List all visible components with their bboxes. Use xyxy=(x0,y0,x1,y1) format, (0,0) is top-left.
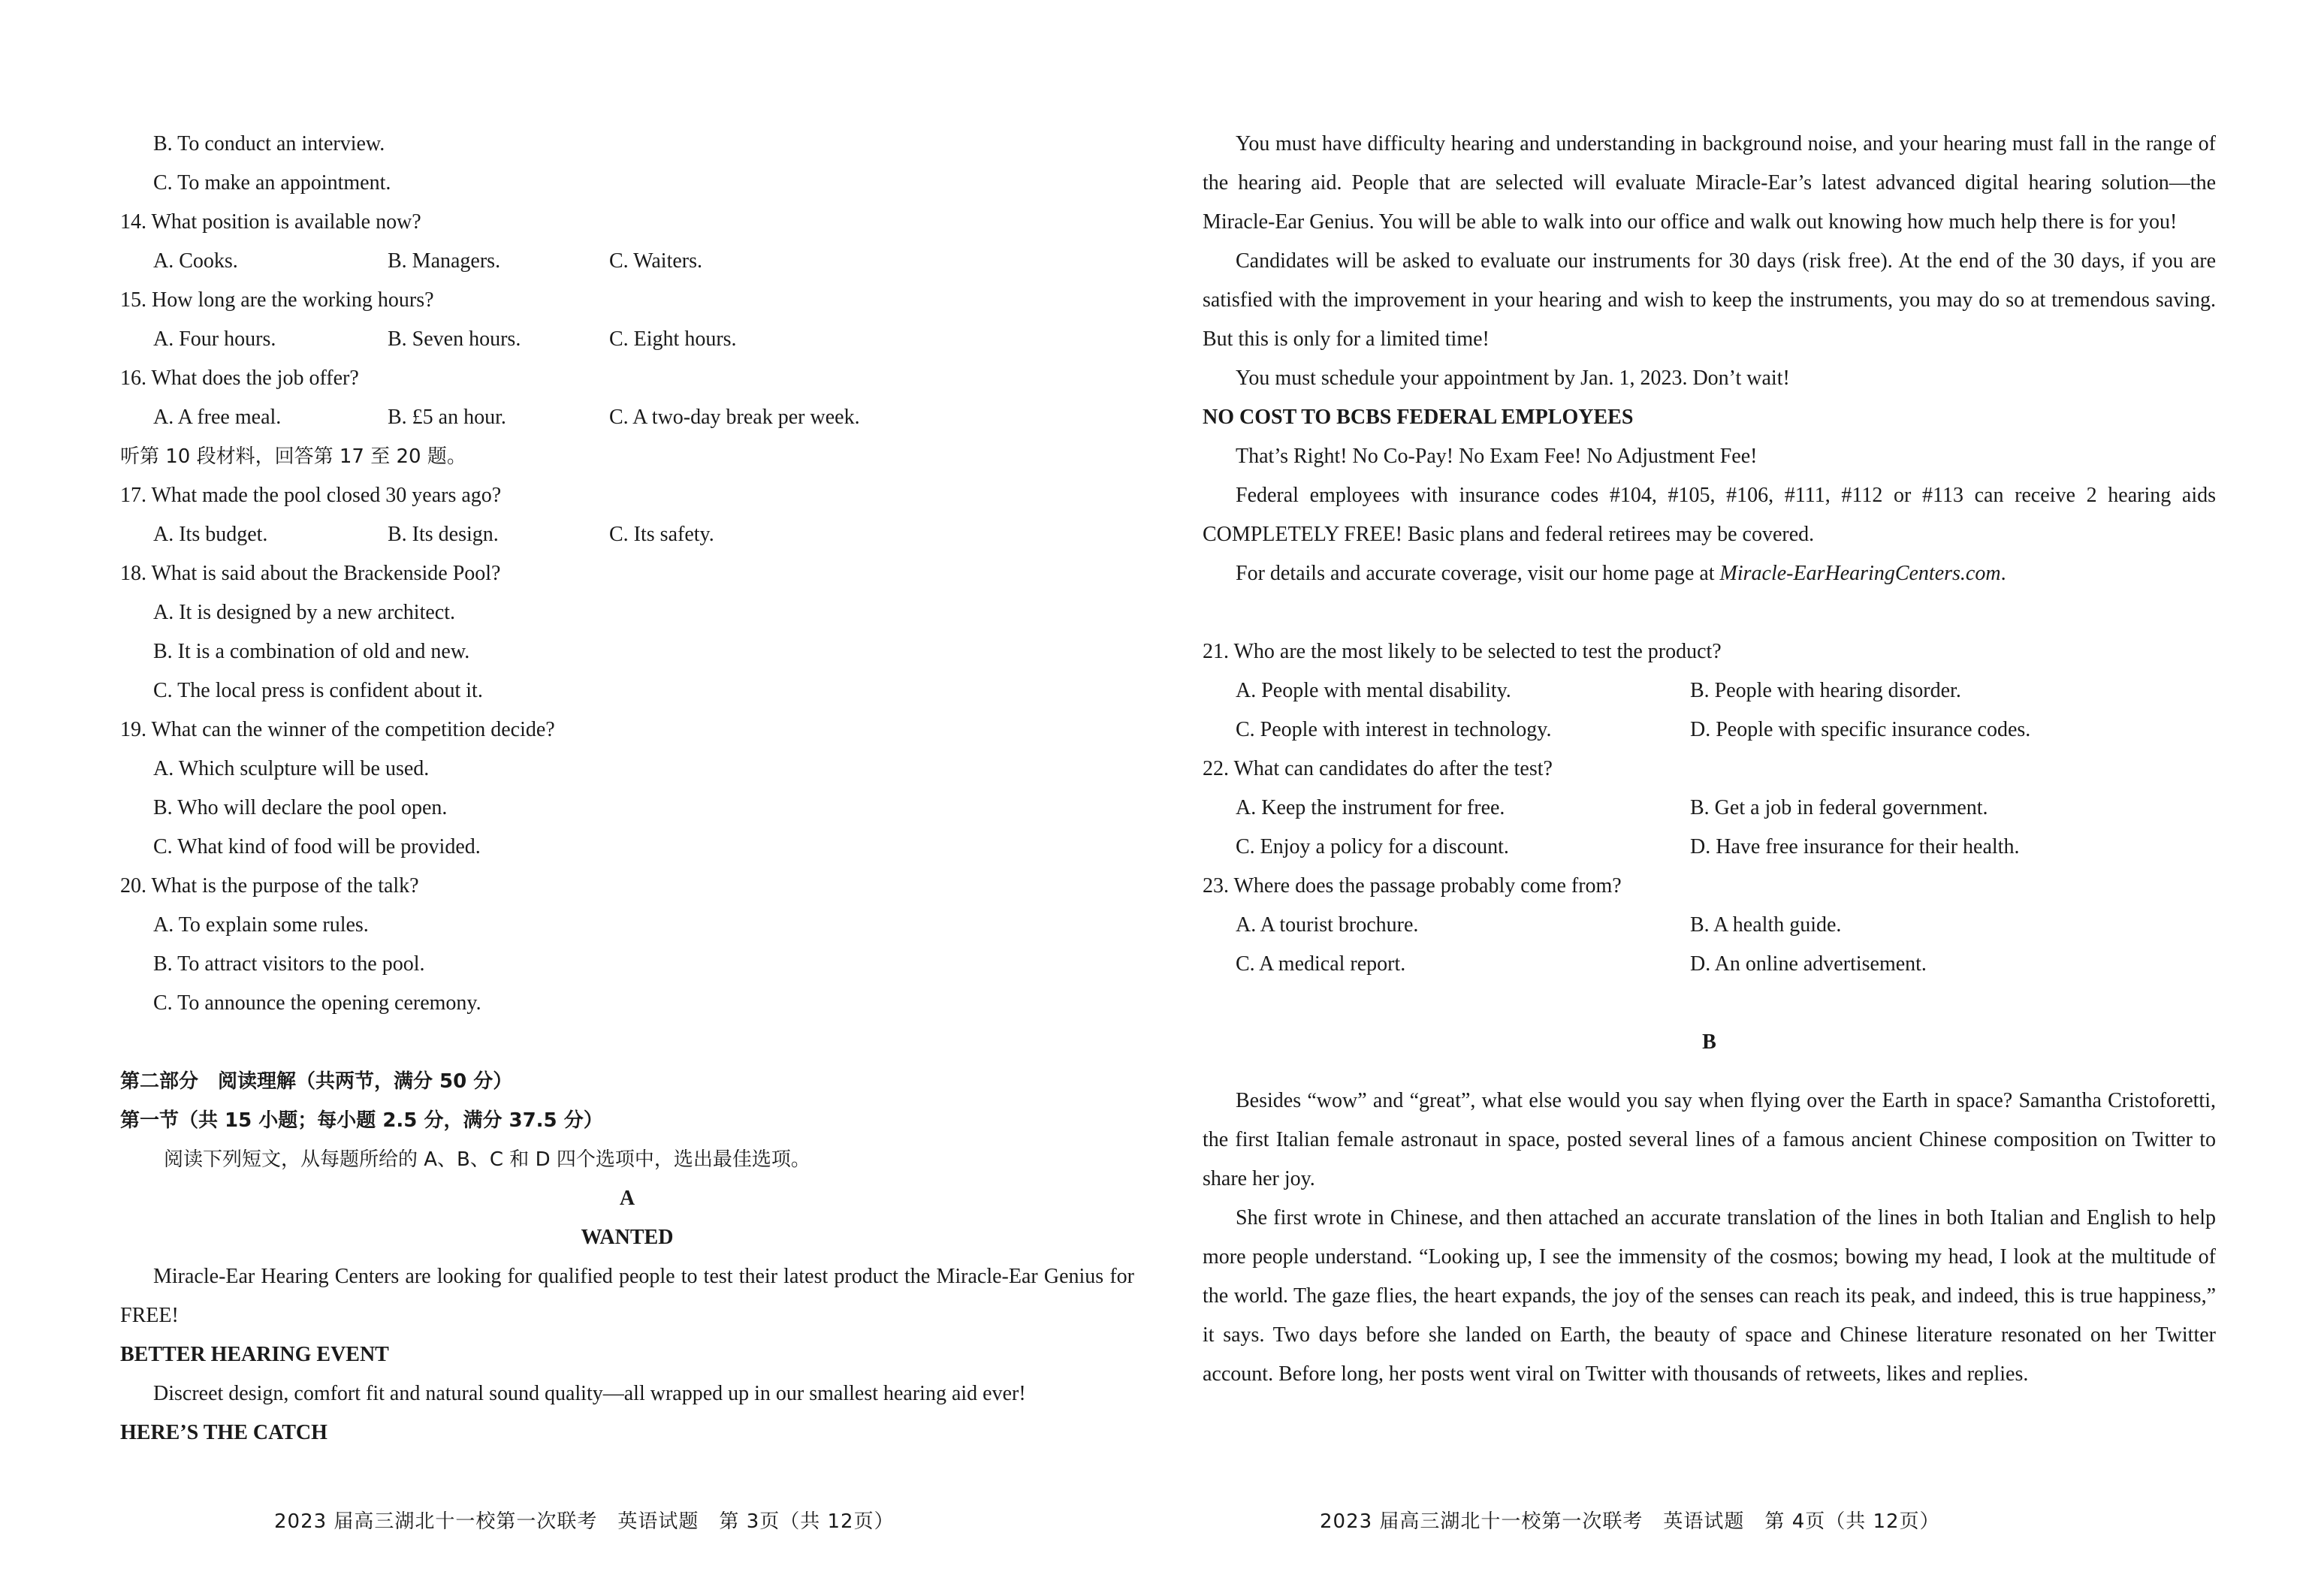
q19-option-c: C. What kind of food will be provided. xyxy=(153,835,481,858)
q23-question: 23. Where does the passage probably come from? xyxy=(1203,874,1622,898)
q22-option-b: B. Get a job in federal government. xyxy=(1690,796,1988,819)
q16-option-c: C. A two-day break per week. xyxy=(609,406,860,429)
q19-option-b: B. Who will declare the pool open. xyxy=(153,796,448,819)
q22-question: 22. What can candidates do after the test? xyxy=(1203,757,1553,780)
q22-option-a: A. Keep the instrument for free. xyxy=(1236,796,1505,819)
q20-option-c: C. To announce the opening ceremony. xyxy=(153,991,481,1015)
q16-question: 16. What does the job offer? xyxy=(120,367,359,390)
q21-question: 21. Who are the most likely to be selected to test the product? xyxy=(1203,640,1722,663)
catch-heading: HERE’S THE CATCH xyxy=(120,1421,327,1444)
q17-options xyxy=(120,515,1134,554)
q14-option-a: A. Cooks. xyxy=(153,249,238,273)
q18-option-c: C. The local press is confident about it. xyxy=(153,679,483,702)
q14-options xyxy=(120,242,1134,281)
section1-title: 第一节（共 15 小题；每小题 2.5 分，满分 37.5 分） xyxy=(120,1109,603,1132)
footer-page-3: 2023 届高三湖北十一校第一次联考 英语试题 第 3页（共 12页） xyxy=(274,1510,895,1533)
wanted-paragraph: Miracle-Ear Hearing Centers are looking for qualified people to test their latest product the Miracle-Ear Genius for FREE! xyxy=(120,1265,1134,1327)
q15-option-c: C. Eight hours. xyxy=(609,327,737,351)
reading-instruction: 阅读下列短文，从每题所给的 A、B、C 和 D 四个选项中，选出最佳选项。 xyxy=(164,1148,810,1171)
part2-title: 第二部分 阅读理解（共两节，满分 50 分） xyxy=(120,1070,513,1093)
q20-question: 20. What is the purpose of the talk? xyxy=(120,874,419,898)
q23-options-row2 xyxy=(1203,945,2216,984)
q21-option-d: D. People with specific insurance codes. xyxy=(1690,718,2031,741)
passage-b-paragraph-1: Besides “wow” and “great”, what else would you say when flying over the Earth in space? Samantha Cristoforetti, the first Italian female astronaut in space, posted several lines of a famous ancient Chinese composition on Twitter to share her joy. xyxy=(1203,1089,2216,1190)
q17-option-a: A. Its budget. xyxy=(153,523,268,546)
q19-question: 19. What can the winner of the competition decide? xyxy=(120,718,555,741)
q21-option-c: C. People with interest in technology. xyxy=(1236,718,1552,741)
right-page xyxy=(1203,125,2216,1394)
q13-option-c: C. To make an appointment. xyxy=(153,171,391,195)
q23-option-c: C. A medical report. xyxy=(1236,952,1406,976)
q22-options-row1 xyxy=(1203,789,2216,828)
section10-intro: 听第 10 段材料，回答第 17 至 20 题。 xyxy=(120,445,466,468)
q15-options xyxy=(120,320,1134,359)
q18-question: 18. What is said about the Brackenside Pool? xyxy=(120,562,501,585)
schedule-paragraph: You must schedule your appointment by Jan. 1, 2023. Don’t wait! xyxy=(1236,367,1790,390)
q20-option-a: A. To explain some rules. xyxy=(153,913,369,937)
no-cost-heading: NO COST TO BCBS FEDERAL EMPLOYEES xyxy=(1203,406,1634,429)
details-period: . xyxy=(2000,562,2006,585)
q18-option-b: B. It is a combination of old and new. xyxy=(153,640,470,663)
q17-question: 17. What made the pool closed 30 years ago? xyxy=(120,484,502,507)
q14-option-c: C. Waiters. xyxy=(609,249,702,273)
website-link: Miracle-EarHearingCenters.com xyxy=(1719,562,2001,585)
q17-option-b: B. Its design. xyxy=(388,523,499,546)
left-page xyxy=(120,125,1134,1453)
q22-options-row2 xyxy=(1203,828,2216,867)
q22-option-c: C. Enjoy a policy for a discount. xyxy=(1236,835,1509,858)
q22-option-d: D. Have free insurance for their health. xyxy=(1690,835,2020,858)
evaluation-paragraph: Candidates will be asked to evaluate our instruments for 30 days (risk free). At the end of the 30 days, if you are satisfied with the improvement in your hearing and wish to keep the instruments, you may do so at tremendous saving. But this is only for a limited time! xyxy=(1203,249,2216,351)
passage-b-label: B xyxy=(1702,1030,1716,1054)
details-text: For details and accurate coverage, visit our home page at xyxy=(1236,562,1720,585)
q14-question: 14. What position is available now? xyxy=(120,210,421,234)
q23-options-row1 xyxy=(1203,906,2216,945)
discreet-paragraph: Discreet design, comfort fit and natural sound quality—all wrapped up in our smallest hearing aid ever! xyxy=(153,1382,1026,1405)
q15-option-b: B. Seven hours. xyxy=(388,327,521,351)
q15-option-a: A. Four hours. xyxy=(153,327,276,351)
q16-option-b: B. £5 an hour. xyxy=(388,406,506,429)
better-hearing-heading: BETTER HEARING EVENT xyxy=(120,1343,389,1366)
passage-b-paragraph-2: She first wrote in Chinese, and then attached an accurate translation of the lines in both Italian and English to help more people understand. “Looking up, I see the immensity of the cosmos; bowing my head, I look at the multitude of the world. The gaze flies, the heart expands, the joy of the senses can reach its peak, and indeed, this is true happiness,” it says. Two days before she landed on Earth, the beauty of space and Chinese literature resonated on her Twitter account. Before long, her posts went viral on Twitter with thousands of retweets, likes and replies. xyxy=(1203,1206,2216,1386)
q23-option-b: B. A health guide. xyxy=(1690,913,1842,937)
q15-question: 15. How long are the working hours? xyxy=(120,288,434,312)
q14-option-b: B. Managers. xyxy=(388,249,501,273)
q18-option-a: A. It is designed by a new architect. xyxy=(153,601,455,624)
federal-paragraph: Federal employees with insurance codes #104, #105, #106, #111, #112 or #113 can receive 2 hearing aids COMPLETELY FREE! Basic plans and federal retirees may be covered. xyxy=(1203,484,2216,546)
q21-options-row1 xyxy=(1203,671,2216,711)
q23-option-a: A. A tourist brochure. xyxy=(1236,913,1419,937)
q21-options-row2 xyxy=(1203,711,2216,750)
requirement-paragraph: You must have difficulty hearing and understanding in background noise, and your hearing must fall in the range of the hearing aid. People that are selected will evaluate Miracle-Ear’s latest advanced digital hearing solution—the Miracle-Ear Genius. You will be able to walk into our office and walk out knowing how much help there is for you! xyxy=(1203,132,2216,234)
q16-option-a: A. A free meal. xyxy=(153,406,282,429)
q19-option-a: A. Which sculpture will be used. xyxy=(153,757,430,780)
q13-option-b: B. To conduct an interview. xyxy=(153,132,385,155)
wanted-heading: WANTED xyxy=(581,1226,674,1249)
q23-option-d: D. An online advertisement. xyxy=(1690,952,1927,976)
q17-option-c: C. Its safety. xyxy=(609,523,714,546)
details-paragraph xyxy=(1203,554,2216,593)
passage-a-label: A xyxy=(619,1187,635,1210)
q16-options xyxy=(120,398,1134,437)
footer-page-4: 2023 届高三湖北十一校第一次联考 英语试题 第 4页（共 12页） xyxy=(1320,1510,1940,1533)
no-fee-paragraph: That’s Right! No Co-Pay! No Exam Fee! No Adjustment Fee! xyxy=(1236,445,1758,468)
q21-option-a: A. People with mental disability. xyxy=(1236,679,1511,702)
q20-option-b: B. To attract visitors to the pool. xyxy=(153,952,425,976)
q21-option-b: B. People with hearing disorder. xyxy=(1690,679,1961,702)
